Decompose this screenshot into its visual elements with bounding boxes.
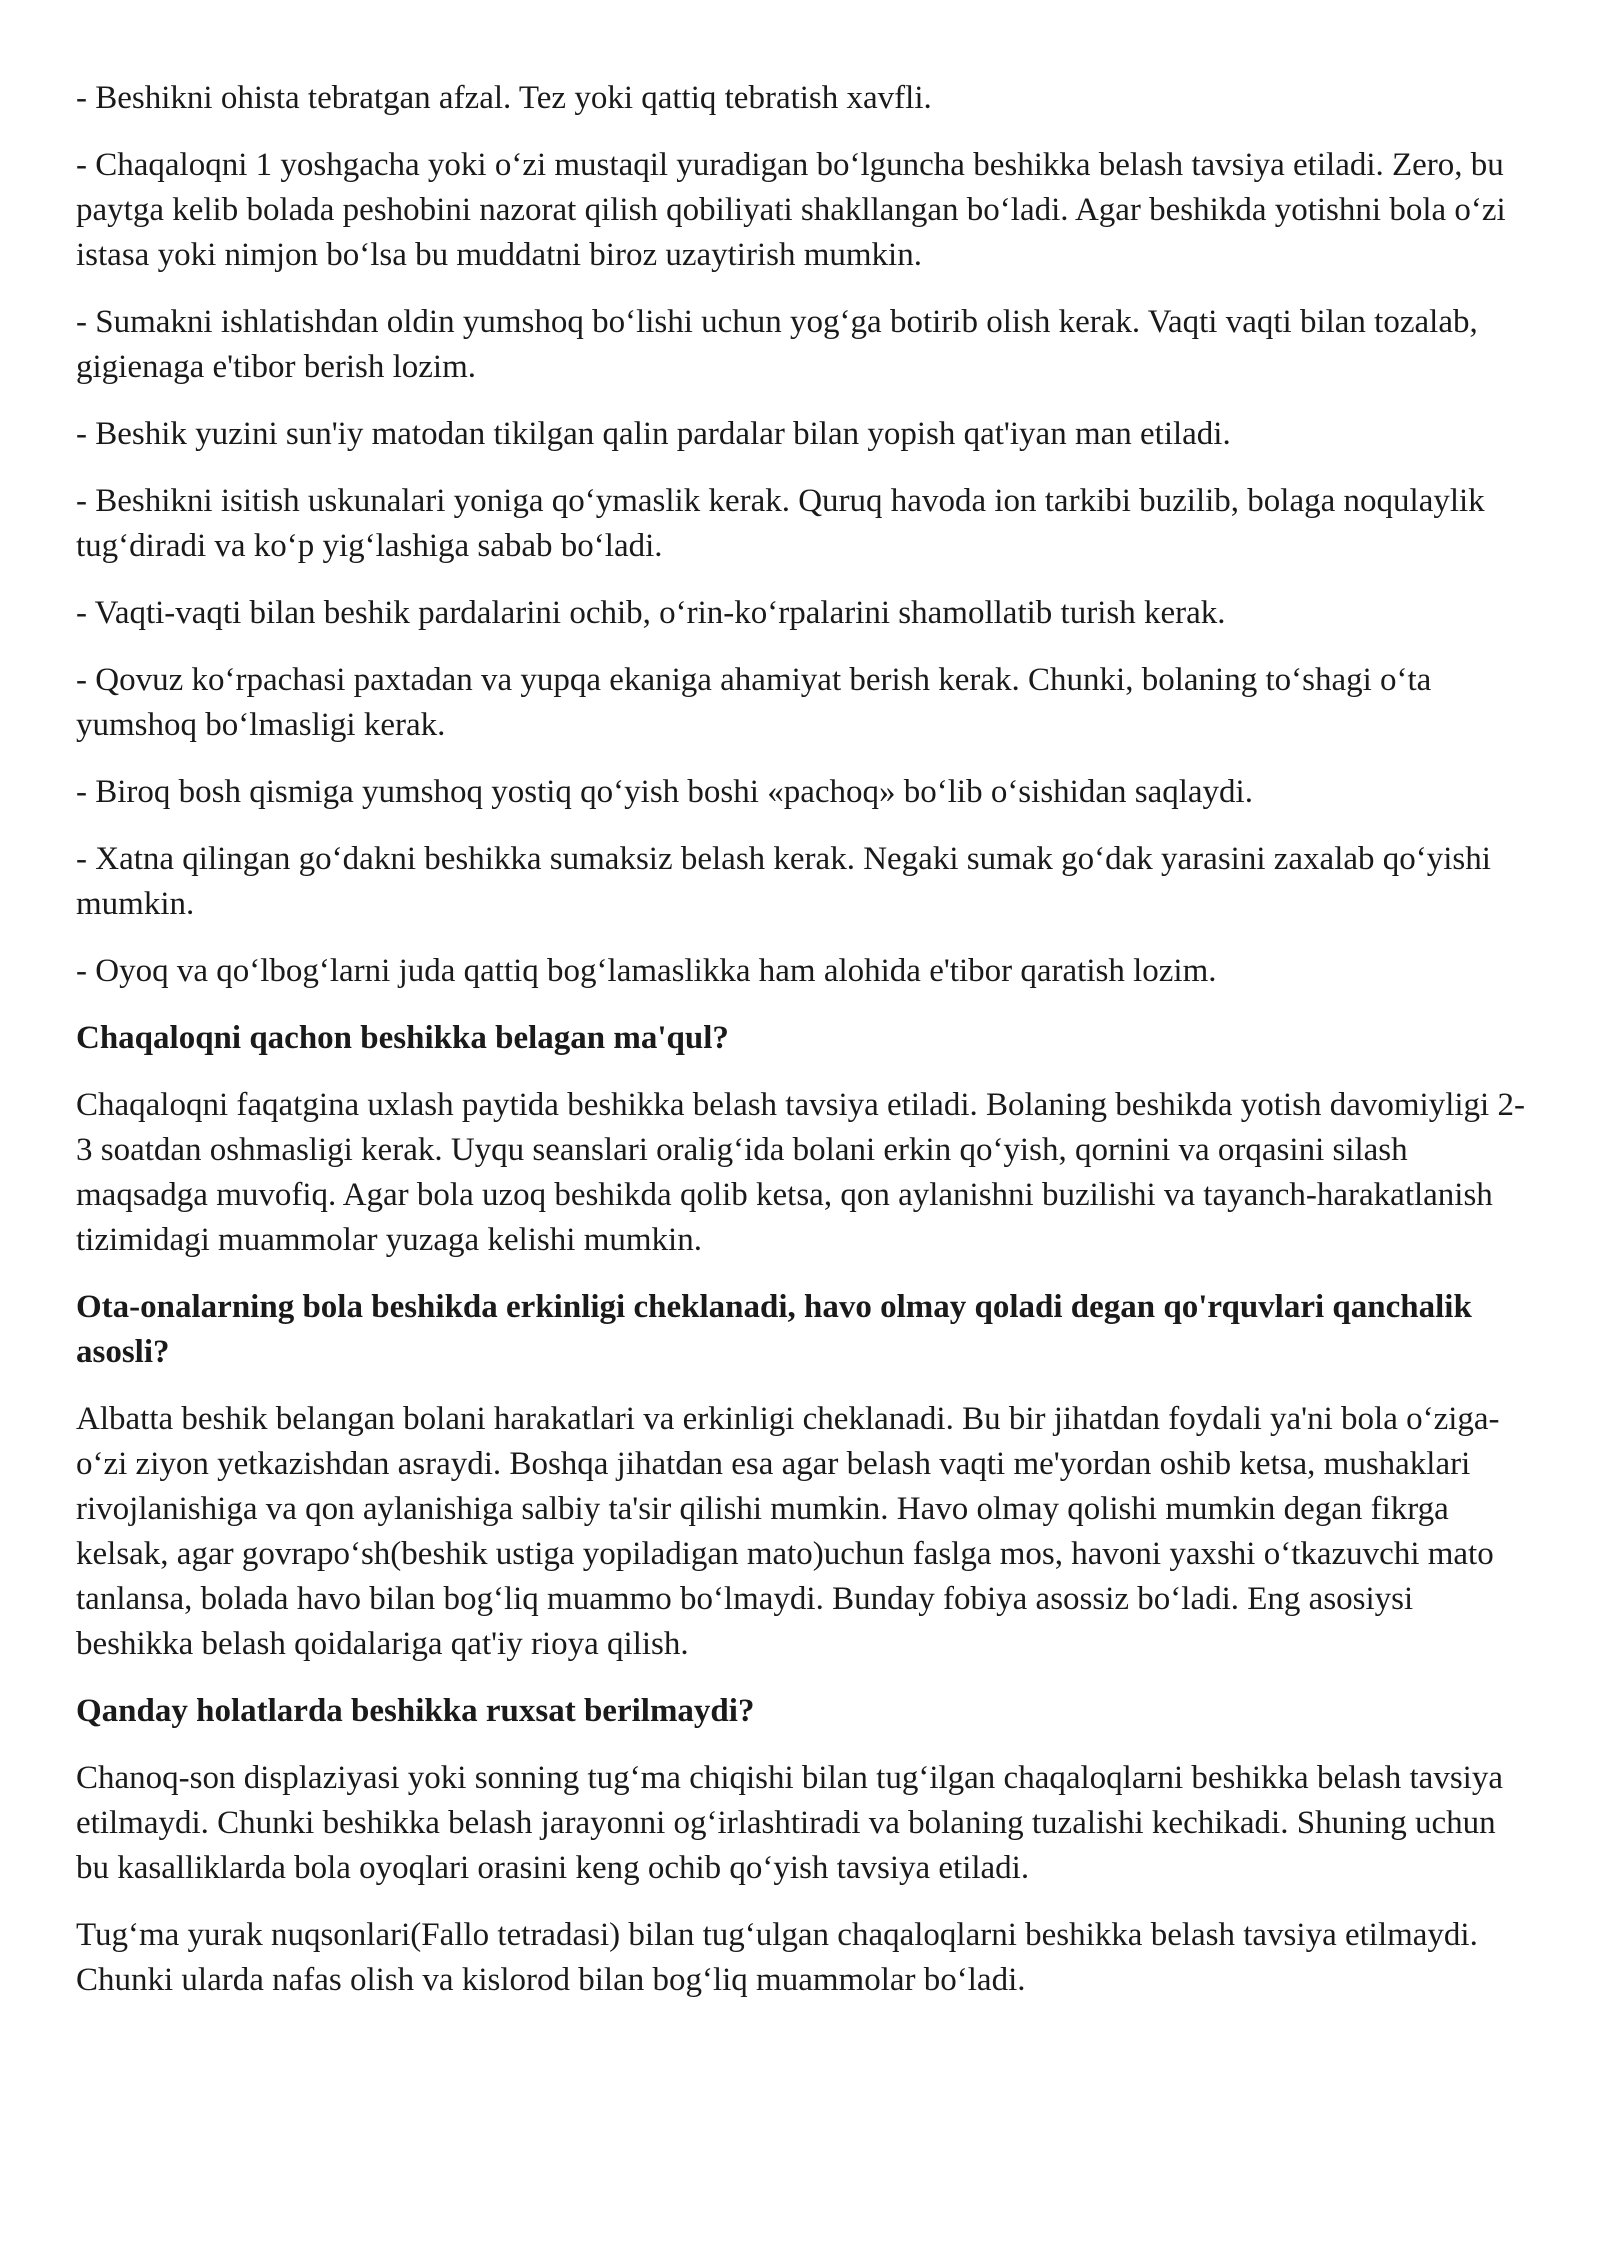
- bullet-paragraph: - Beshik yuzini sun'iy matodan tikilgan qalin pardalar bilan yopish qat'iyan man etiladi.: [76, 416, 1231, 452]
- section-paragraph: Chaqaloqni faqatgina uxlash paytida beshikka belash tavsiya etiladi. Bolaning beshikda yotish davomiyligi 2-3 soatdan oshmasligi kerak. Uyqu seanslari oralig‘ida bolani erkin qo‘yish, qornini va orqasini silash maqsadga muvofiq. Agar bola uzoq beshikda qolib ketsa, qon aylanishni buzilishi va tayanch-harakatlanish tizimidagi muammolar yuzaga kelishi mumkin.: [76, 1087, 1525, 1258]
- bullet-paragraph: - Beshikni isitish uskunalari yoniga qo‘ymaslik kerak. Quruq havoda ion tarkibi buzilib, bolaga noqulaylik tug‘diradi va ko‘p yig‘lashiga sabab bo‘ladi.: [76, 483, 1485, 564]
- bullet-paragraph: - Biroq bosh qismiga yumshoq yostiq qo‘yish boshi «pachoq» bo‘lib o‘sishidan saqlaydi.: [76, 774, 1253, 810]
- bullet-paragraph: - Sumakni ishlatishdan oldin yumshoq bo‘lishi uchun yog‘ga botirib olish kerak. Vaqti vaqti bilan tozalab, gigienaga e'tibor berish lozim.: [76, 304, 1478, 385]
- section-paragraph: Albatta beshik belangan bolani harakatlari va erkinligi cheklanadi. Bu bir jihatdan foydali ya'ni bola o‘ziga-o‘zi ziyon yetkazishdan asraydi. Boshqa jihatdan esa agar belash vaqti me'yordan oshib ketsa, mushaklari rivojlanishiga va qon aylanishiga salbiy ta'sir qilishi mumkin. Havo olmay qolishi mumkin degan fikrga kelsak, agar govrapo‘sh(beshik ustiga yopiladigan mato)uchun faslga mos, havoni yaxshi o‘tkazuvchi mato tanlansa, bolada havo bilan bog‘liq muammo bo‘lmaydi. Bunday fobiya asossiz bo‘ladi. Eng asosiysi beshikka belash qoidalariga qat'iy rioya qilish.: [76, 1401, 1500, 1662]
- section-heading: Qanday holatlarda beshikka ruxsat berilmaydi?: [76, 1693, 755, 1729]
- bullet-paragraph: - Oyoq va qo‘lbog‘larni juda qattiq bog‘lamaslikka ham alohida e'tibor qaratish lozim.: [76, 953, 1217, 989]
- bullet-paragraph: - Xatna qilingan go‘dakni beshikka sumaksiz belash kerak. Negaki sumak go‘dak yarasini zaxalab qo‘yishi mumkin.: [76, 841, 1491, 922]
- bullet-paragraph: - Vaqti-vaqti bilan beshik pardalarini ochib, o‘rin-ko‘rpalarini shamollatib turish kerak.: [76, 595, 1226, 631]
- section-heading: Chaqaloqni qachon beshikka belagan ma'qul?: [76, 1020, 729, 1056]
- bullet-paragraph: - Qovuz ko‘rpachasi paxtadan va yupqa ekaniga ahamiyat berish kerak. Chunki, bolaning to‘shagi o‘ta yumshoq bo‘lmasligi kerak.: [76, 662, 1432, 743]
- section-paragraph: Chanoq-son displaziyasi yoki sonning tug‘ma chiqishi bilan tug‘ilgan chaqaloqlarni beshikka belash tavsiya etilmaydi. Chunki beshikka belash jarayonni og‘irlashtiradi va bolaning tuzalishi kechikadi. Shuning uchun bu kasalliklarda bola oyoqlari orasini keng ochib qo‘yish tavsiya etiladi.: [76, 1760, 1503, 1886]
- bullet-paragraph: - Chaqaloqni 1 yoshgacha yoki o‘zi mustaqil yuradigan bo‘lguncha beshikka belash tavsiya etiladi. Zero, bu paytga kelib bolada peshobini nazorat qilish qobiliyati shakllangan bo‘ladi. Agar beshikda yotishni bola o‘zi istasa yoki nimjon bo‘lsa bu muddatni biroz uzaytirish mumkin.: [76, 147, 1506, 273]
- bullet-paragraph: - Beshikni ohista tebratgan afzal. Tez yoki qattiq tebratish xavfli.: [76, 80, 932, 116]
- section-paragraph: Tug‘ma yurak nuqsonlari(Fallo tetradasi) bilan tug‘ulgan chaqaloqlarni beshikka belash tavsiya etilmaydi. Chunki ularda nafas olish va kislorod bilan bog‘liq muammolar bo‘ladi.: [76, 1917, 1478, 1998]
- section-heading: Ota-onalarning bola beshikda erkinligi cheklanadi, havo olmay qoladi degan qo'rquvlari qanchalik asosli?: [76, 1289, 1472, 1370]
- document-page: [76, 76, 1536, 2025]
